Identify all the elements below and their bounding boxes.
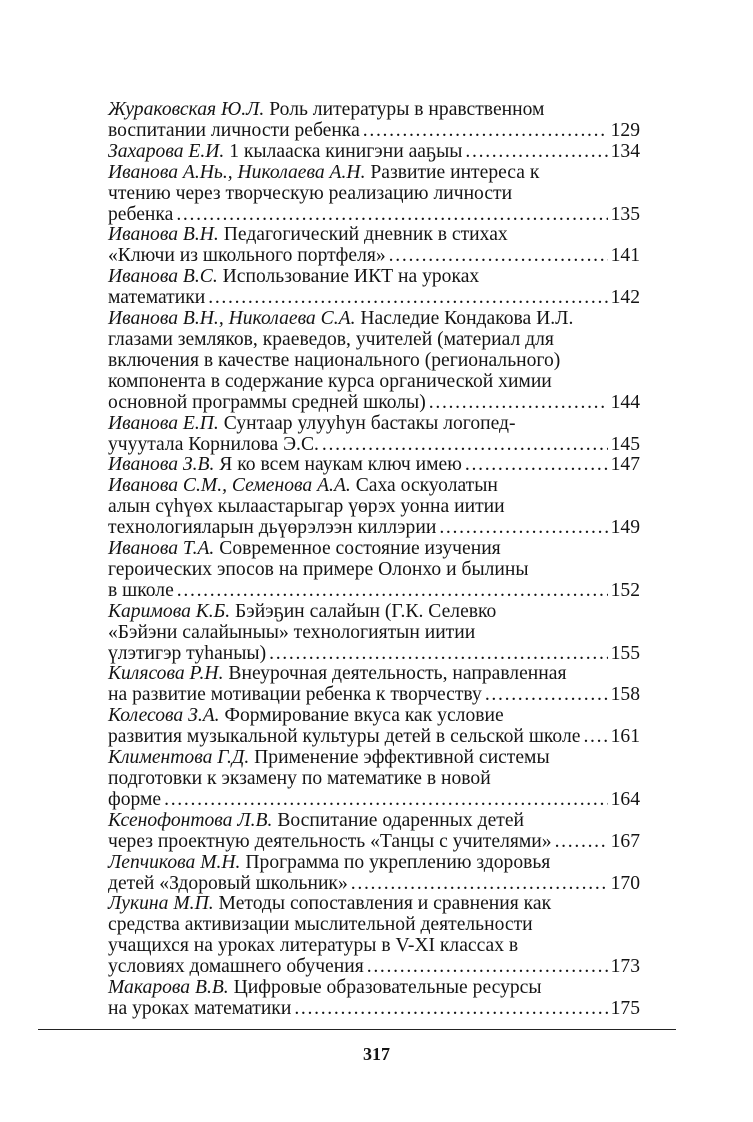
toc-entry: [108, 978, 640, 1020]
toc-entry-line: [108, 560, 640, 581]
entry-author: Иванова С.М., Семенова А.А.: [108, 475, 351, 497]
entry-page-number: 144: [610, 391, 640, 413]
toc-entry-line: [108, 225, 640, 246]
entry-title-text: форме: [108, 788, 162, 810]
entry-title-text: Педагогический дневник в стихах: [223, 224, 508, 246]
dot-leader: [439, 518, 607, 539]
toc-entry-line: [108, 309, 640, 330]
toc-entry-line: [108, 644, 640, 665]
toc-entry-line: [108, 288, 640, 309]
toc-entry: [108, 267, 640, 309]
toc-entry-line: [108, 706, 640, 727]
dot-leader: [164, 790, 608, 811]
entry-author: Иванова З.В.: [108, 454, 215, 476]
toc-entry: [108, 225, 640, 267]
toc-entry: [108, 748, 640, 811]
toc-entry-line: [108, 351, 640, 372]
toc-entry: [108, 811, 640, 853]
entry-title-text: Бэйэҕин салайын (Г.К. Селевко: [235, 600, 497, 622]
entry-page-number: 173: [610, 956, 640, 978]
entry-author: Ксенофонтова Л.В.: [108, 809, 273, 831]
toc-entry-line: [108, 246, 640, 267]
toc-entry-line: [108, 957, 640, 978]
toc-entry-line: [108, 205, 640, 226]
entry-title-text: на уроках математики: [108, 997, 292, 1019]
entry-author: Климентова Г.Д.: [108, 747, 250, 769]
toc-entry-line: [108, 790, 640, 811]
entry-title-text: Формирование вкуса как условие: [224, 705, 504, 727]
entry-title-text: технологияларын дьүөрэлээн киллэрии: [108, 517, 437, 539]
toc-entry-line: [108, 100, 640, 121]
dot-leader: [389, 246, 608, 267]
entry-author: Лукина М.П.: [108, 893, 214, 915]
toc-entry-line: [108, 811, 640, 832]
toc-entry-line: [108, 393, 640, 414]
entry-page-number: 164: [610, 788, 640, 810]
toc-entry-line: [108, 121, 640, 142]
dot-leader: [269, 644, 608, 665]
entry-title-text: условиях домашнего обучения: [108, 956, 364, 978]
entry-title-text: в школе: [108, 579, 174, 601]
dot-leader: [465, 142, 607, 163]
toc-entry-line: [108, 936, 640, 957]
toc-entry-line: [108, 372, 640, 393]
toc-entry: [108, 142, 640, 163]
toc-entry: [108, 706, 640, 748]
entry-author: Захарова Е.И.: [108, 140, 225, 162]
entry-author: Иванова В.С.: [108, 266, 218, 288]
entry-author: Иванова Т.А.: [108, 538, 215, 560]
entry-title-text: Сунтаар улууһун бастакы логопед-: [223, 412, 516, 434]
dot-leader: [465, 455, 608, 476]
entry-title-text: детей «Здоровый школьник»: [108, 872, 348, 894]
entry-title-text: через проектную деятельность «Танцы с учителями»: [108, 830, 552, 852]
toc-entry-line: [108, 581, 640, 602]
entry-page-number: 134: [610, 140, 640, 162]
entry-author: Макарова В.В.: [108, 977, 229, 999]
entry-title-text: на развитие мотивации ребенка к творчеству: [108, 684, 482, 706]
entry-title-text: Внеурочная деятельность, направленная: [228, 663, 567, 685]
toc-entry: [108, 163, 640, 226]
entry-author: Колесова З.А.: [108, 705, 220, 727]
toc-entry-line: [108, 915, 640, 936]
toc-entry-line: [108, 874, 640, 895]
toc-entry-line: [108, 435, 640, 456]
entry-author: Лепчикова М.Н.: [108, 851, 241, 873]
toc-entry-line: [108, 978, 640, 999]
toc-entry: [108, 602, 640, 665]
entry-title-text: 1 кылааска кинигэни ааҕыы: [229, 140, 463, 162]
toc-entry: [108, 539, 640, 602]
toc-entry: [108, 100, 640, 142]
entry-title-text: компонента в содержание курса органической химии: [108, 370, 552, 392]
entry-title-text: учуутала Корнилова Э.С.: [108, 433, 319, 455]
dot-leader: [555, 832, 608, 853]
toc-entry-line: [108, 748, 640, 769]
toc-entry-line: [108, 476, 640, 497]
entry-title-text: Использование ИКТ на уроках: [222, 266, 480, 288]
entry-page-number: 145: [610, 433, 640, 455]
entry-author: Иванова В.Н.: [108, 224, 219, 246]
entry-title-text: Воспитание одаренных детей: [277, 809, 525, 831]
entry-title-text: Наследие Кондакова И.Л.: [360, 308, 574, 330]
entry-title-text: включения в качестве национального (регионального): [108, 349, 561, 371]
entry-title-text: основной программы средней школы): [108, 391, 426, 413]
entry-page-number: 147: [610, 454, 640, 476]
entry-title-text: Применение эффективной системы: [254, 747, 550, 769]
toc-entry: [108, 894, 640, 978]
entry-title-text: подготовки к экзамену по математике в новой: [108, 768, 491, 789]
entry-title-text: ребенка: [108, 203, 174, 225]
toc-entry: [108, 664, 640, 706]
entry-page-number: 129: [610, 119, 640, 141]
entry-author: Иванова А.Нь., Николаева А.Н.: [108, 161, 366, 183]
entry-title-text: Программа по укреплению здоровья: [245, 851, 551, 873]
entry-title-text: Роль литературы в нравственном: [269, 99, 545, 120]
toc-entry-line: [108, 894, 640, 915]
entry-page-number: 135: [610, 203, 640, 225]
toc-entry-line: [108, 853, 640, 874]
toc-entry-line: [108, 163, 640, 184]
dot-leader: [176, 205, 607, 226]
toc-entry: [108, 455, 640, 476]
entry-title-text: глазами земляков, краеведов, учителей (материал для: [108, 328, 554, 350]
toc-entry: [108, 414, 640, 456]
entry-page-number: 170: [610, 872, 640, 894]
entry-title-text: учащихся на уроках литературы в V-XI классах в: [108, 935, 519, 957]
dot-leader: [322, 435, 608, 456]
entry-page-number: 167: [610, 830, 640, 852]
entry-title-text: «Ключи из школьного портфеля»: [108, 245, 386, 267]
entry-author: Каримова К.Б.: [108, 600, 231, 622]
entry-title-text: развития музыкальной культуры детей в сельской школе: [108, 726, 581, 748]
toc-entry-line: [108, 999, 640, 1020]
entry-page-number: 175: [610, 997, 640, 1019]
toc-entry-line: [108, 330, 640, 351]
footer-rule: [38, 1029, 676, 1030]
entry-author: Жураковская Ю.Л.: [108, 99, 265, 120]
toc-entry-line: [108, 832, 640, 853]
dot-leader: [363, 121, 608, 142]
entry-page-number: 152: [610, 579, 640, 601]
toc-entry-line: [108, 623, 640, 644]
dot-leader: [177, 581, 608, 602]
entry-title-text: үлэтигэр туһаныы): [108, 642, 267, 664]
entry-page-number: 161: [610, 726, 640, 748]
toc-entry-line: [108, 518, 640, 539]
dot-leader: [429, 393, 608, 414]
toc-entry-line: [108, 142, 640, 163]
entry-page-number: 155: [610, 642, 640, 664]
entry-author: Иванова В.Н., Николаева С.А.: [108, 308, 356, 330]
entry-title-text: Методы сопоставления и сравнения как: [218, 893, 552, 915]
dot-leader: [294, 999, 607, 1020]
entry-title-text: математики: [108, 287, 206, 309]
entry-page-number: 141: [610, 245, 640, 267]
toc-entry-line: [108, 727, 640, 748]
entry-title-text: «Бэйэни салайыныы» технологиятын иитии: [108, 621, 476, 643]
entry-page-number: 149: [610, 517, 640, 539]
toc-entry-line: [108, 455, 640, 476]
toc-entry-line: [108, 685, 640, 706]
entry-page-number: 158: [610, 684, 640, 706]
dot-leader: [367, 957, 608, 978]
dot-leader: [485, 685, 608, 706]
entry-title-text: средства активизации мыслительной деятельности: [108, 914, 533, 936]
entry-author: Иванова Е.П.: [108, 412, 219, 434]
toc-entry-line: [108, 267, 640, 288]
entry-title-text: алын сүһүөх кылаастарыгар үөрэх уонна иитии: [108, 496, 505, 518]
toc-entry-line: [108, 539, 640, 560]
entry-title-text: Саха оскуолатын: [355, 475, 498, 497]
entry-title-text: Современное состояние изучения: [219, 538, 501, 560]
dot-leader: [583, 727, 607, 748]
toc-entry-line: [108, 769, 640, 790]
entry-title-text: Развитие интереса к: [370, 161, 540, 183]
toc-entry-line: [108, 602, 640, 623]
entry-title-text: Я ко всем наукам ключ имею: [219, 454, 462, 476]
entry-page-number: 142: [610, 287, 640, 309]
entry-author: Килясова Р.Н.: [108, 663, 224, 685]
dot-leader: [208, 288, 607, 309]
entry-title-text: героических эпосов на примере Олонхо и былины: [108, 558, 529, 580]
entry-title-text: Цифровые образовательные ресурсы: [233, 977, 542, 999]
toc-entry: [108, 476, 640, 539]
toc-entry: [108, 309, 640, 414]
dot-leader: [351, 874, 608, 895]
toc-entry-line: [108, 414, 640, 435]
toc-entry-line: [108, 184, 640, 205]
toc-entry: [108, 853, 640, 895]
toc-entry-line: [108, 664, 640, 685]
table-of-contents: [108, 100, 640, 1020]
entry-title-text: воспитании личности ребенка: [108, 119, 360, 141]
page-number: 317: [363, 1044, 390, 1064]
entry-title-text: чтению через творческую реализацию личности: [108, 182, 513, 204]
toc-entry-line: [108, 497, 640, 518]
